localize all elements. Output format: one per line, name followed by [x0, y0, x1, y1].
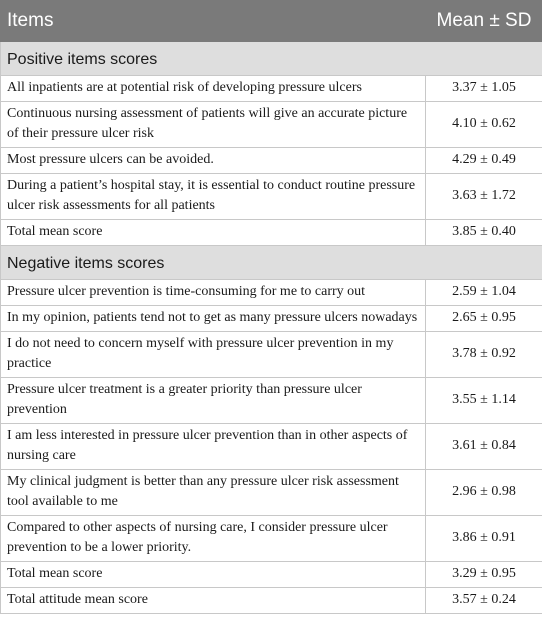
- item-text: I do not need to concern myself with pressure ulcer prevention in my practice: [1, 332, 426, 378]
- item-value: 2.96 ± 0.98: [426, 470, 542, 516]
- item-text: I am less interested in pressure ulcer prevention than in other aspects of nursing care: [1, 424, 426, 470]
- table-row: [1, 148, 542, 174]
- negative-total-row: [1, 562, 542, 588]
- overall-total-row: [1, 588, 542, 614]
- table-row: [1, 306, 542, 332]
- positive-total-row: [1, 220, 542, 246]
- positive-total-label: Total mean score: [1, 220, 426, 246]
- table-row: [1, 516, 542, 562]
- table-row: [1, 378, 542, 424]
- positive-section-title: Positive items scores: [1, 42, 542, 76]
- overall-total-value: 3.57 ± 0.24: [426, 588, 542, 614]
- item-value: 4.29 ± 0.49: [426, 148, 542, 174]
- positive-section-row: [1, 42, 542, 76]
- table-row: [1, 470, 542, 516]
- table-header-row: [1, 1, 542, 42]
- item-value: 3.63 ± 1.72: [426, 174, 542, 220]
- item-text: All inpatients are at potential risk of developing pressure ulcers: [1, 76, 426, 102]
- negative-total-label: Total mean score: [1, 562, 426, 588]
- items-column-header: Items: [1, 1, 426, 42]
- item-value: 4.10 ± 0.62: [426, 102, 542, 148]
- table-row: [1, 424, 542, 470]
- item-text: My clinical judgment is better than any pressure ulcer risk assessment tool available to me: [1, 470, 426, 516]
- item-text: Compared to other aspects of nursing care, I consider pressure ulcer prevention to be a lower priority.: [1, 516, 426, 562]
- negative-total-value: 3.29 ± 0.95: [426, 562, 542, 588]
- table-row: [1, 332, 542, 378]
- table-row: [1, 174, 542, 220]
- item-text: Most pressure ulcers can be avoided.: [1, 148, 426, 174]
- item-text: Pressure ulcer treatment is a greater priority than pressure ulcer prevention: [1, 378, 426, 424]
- item-value: 3.86 ± 0.91: [426, 516, 542, 562]
- positive-total-value: 3.85 ± 0.40: [426, 220, 542, 246]
- item-text: During a patient’s hospital stay, it is essential to conduct routine pressure ulcer risk assessments for all patients: [1, 174, 426, 220]
- table-row: [1, 280, 542, 306]
- item-value: 3.37 ± 1.05: [426, 76, 542, 102]
- negative-section-row: [1, 246, 542, 280]
- item-value: 3.61 ± 0.84: [426, 424, 542, 470]
- overall-total-label: Total attitude mean score: [1, 588, 426, 614]
- item-value: 3.78 ± 0.92: [426, 332, 542, 378]
- item-value: 2.59 ± 1.04: [426, 280, 542, 306]
- negative-section-title: Negative items scores: [1, 246, 542, 280]
- item-text: In my opinion, patients tend not to get as many pressure ulcers nowadays: [1, 306, 426, 332]
- item-text: Continuous nursing assessment of patients will give an accurate picture of their pressure ulcer risk: [1, 102, 426, 148]
- item-text: Pressure ulcer prevention is time-consuming for me to carry out: [1, 280, 426, 306]
- mean-sd-column-header: Mean ± SD: [426, 1, 542, 42]
- item-value: 3.55 ± 1.14: [426, 378, 542, 424]
- table-row: [1, 76, 542, 102]
- table-row: [1, 102, 542, 148]
- item-value: 2.65 ± 0.95: [426, 306, 542, 332]
